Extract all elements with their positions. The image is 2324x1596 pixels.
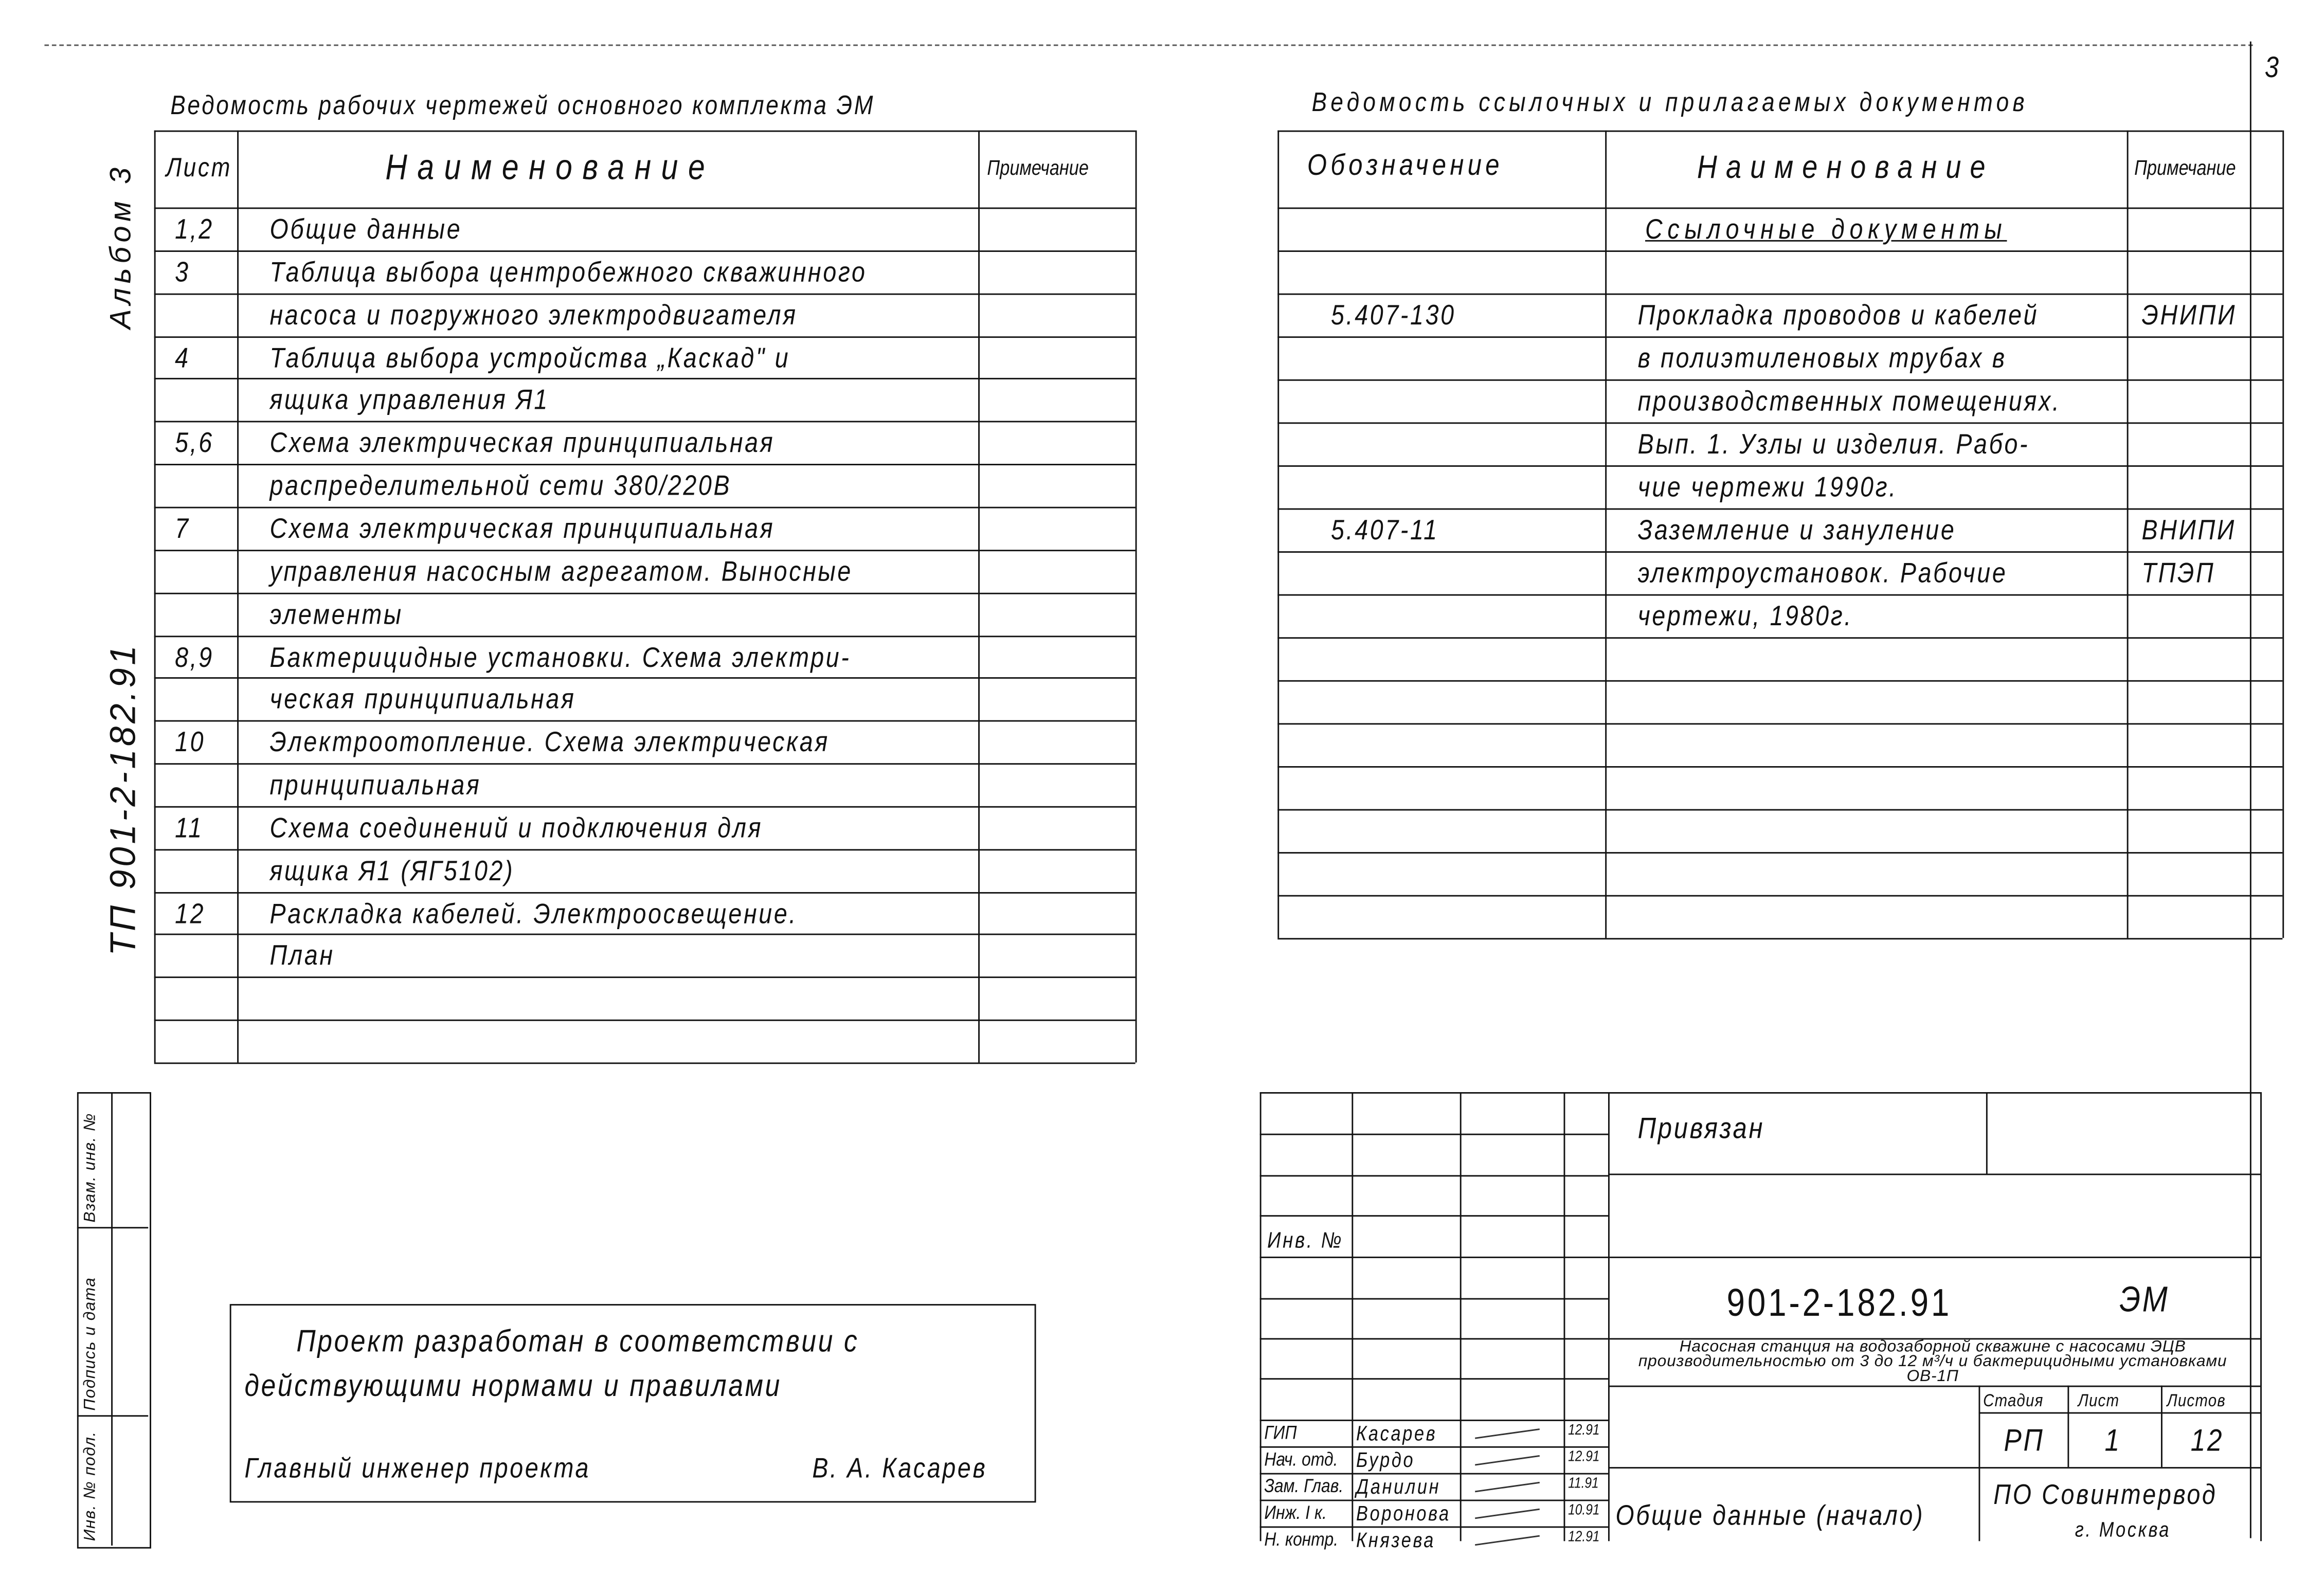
grid-line bbox=[1608, 1257, 2260, 1258]
row-name: электроустановок. Рабочие bbox=[1637, 558, 2008, 590]
document-code: 901-2-182.91 bbox=[1726, 1280, 1952, 1325]
signature-mark bbox=[1475, 1535, 1540, 1546]
row-name: принципиальная bbox=[269, 770, 481, 802]
grid-line bbox=[1978, 1386, 1980, 1541]
stamp-signature-date: Подпись и дата bbox=[81, 1277, 100, 1411]
table-row-line bbox=[1277, 594, 2282, 596]
signer-date: 11.91 bbox=[1568, 1476, 1599, 1493]
row-code: 5.407-11 bbox=[1331, 515, 1439, 547]
signer-date: 12.91 bbox=[1568, 1449, 1600, 1466]
signer-name: Князева bbox=[1356, 1528, 1436, 1552]
row-note: ТПЭП bbox=[2141, 558, 2215, 590]
row-name: чертежи, 1980г. bbox=[1637, 602, 1853, 633]
row-sheet: 1,2 bbox=[175, 214, 214, 246]
row-sheet: 10 bbox=[175, 728, 206, 759]
row-name: производственных помещениях. bbox=[1637, 387, 2061, 418]
grid-line bbox=[154, 131, 156, 1063]
header-name: Наименование bbox=[1697, 148, 1994, 186]
grid-line bbox=[1608, 1174, 2260, 1175]
document-mark: ЭМ bbox=[2119, 1280, 2170, 1320]
album-label: Альбом 3 bbox=[105, 163, 138, 329]
row-name: ящика Я1 (ЯГ5102) bbox=[269, 856, 515, 887]
sheets-label: Листов bbox=[2167, 1390, 2226, 1411]
chief-engineer-name: В. А. Касарев bbox=[812, 1454, 987, 1485]
grid-line bbox=[1986, 1092, 1988, 1174]
row-name: чие чертежи 1990г. bbox=[1637, 473, 1898, 504]
row-name: Раскладка кабелей. Электроосвещение. bbox=[269, 899, 798, 930]
stamp-inv-original: Инв. № подл. bbox=[81, 1431, 100, 1541]
sheet-label: Лист bbox=[2078, 1390, 2120, 1411]
table-row-line bbox=[154, 806, 1136, 807]
signer-name: Данилин bbox=[1356, 1474, 1441, 1498]
header-note: Примечание bbox=[987, 155, 1089, 179]
sheets-value: 12 bbox=[2190, 1424, 2224, 1458]
signer-date: 12.91 bbox=[1568, 1529, 1600, 1546]
sheet-title: Общие данные (начало) bbox=[1615, 1501, 1925, 1532]
grid-line bbox=[2067, 1386, 2069, 1467]
grid-line bbox=[1277, 131, 2282, 132]
table-row-line bbox=[1277, 379, 2282, 381]
grid-line bbox=[2260, 1092, 2262, 1541]
table-row-line bbox=[1277, 809, 2282, 811]
signer-name: Касарев bbox=[1356, 1421, 1437, 1445]
table-row-line bbox=[154, 635, 1136, 637]
table-row-line bbox=[1277, 895, 2282, 897]
inv-no-label: Инв. № bbox=[1267, 1228, 1344, 1254]
table-row-line bbox=[154, 1020, 1136, 1021]
table-row-line bbox=[1277, 766, 2282, 768]
table-row-line bbox=[154, 934, 1136, 936]
table-row-line bbox=[1277, 336, 2282, 338]
row-name: насоса и погружного электродвигателя bbox=[269, 300, 798, 332]
section-title: Ссылочные документы bbox=[1645, 214, 2007, 246]
row-name: распределительной сети 380/220В bbox=[269, 471, 732, 503]
note-line-2: действующими нормами и правилами bbox=[244, 1369, 782, 1404]
row-sheet: 4 bbox=[175, 343, 190, 374]
row-name: ческая принципиальная bbox=[269, 685, 576, 716]
table-row-line bbox=[1277, 465, 2282, 467]
signer-date: 12.91 bbox=[1568, 1422, 1600, 1439]
organization: ПО Совинтервод bbox=[1993, 1480, 2218, 1512]
grid-line bbox=[1978, 1412, 2260, 1414]
row-name: Общие данные bbox=[269, 214, 462, 246]
stage-label: Стадия bbox=[1983, 1390, 2044, 1411]
project-description: Насосная станция на водозаборной скважине с насосами ЭЦВ производительностью от 3 до 12 м³/ч и бактерицидными установками ОВ-1П bbox=[1638, 1338, 2227, 1386]
grid-line bbox=[2282, 131, 2284, 938]
row-name: Вып. 1. Узлы и изделия. Рабо- bbox=[1637, 429, 2030, 461]
signer-name: Бурдо bbox=[1356, 1447, 1415, 1472]
signer-name: Воронова bbox=[1356, 1501, 1451, 1525]
signature-row-line bbox=[1260, 1215, 1608, 1217]
top-border bbox=[44, 44, 2253, 46]
signature-row-line bbox=[1260, 1175, 1608, 1176]
row-name: Таблица выбора устройства „Каскад" и bbox=[269, 343, 790, 374]
row-note: ВНИПИ bbox=[2141, 515, 2236, 547]
grid-line bbox=[1136, 131, 1137, 1063]
row-name: управления насосным агрегатом. Выносные bbox=[269, 557, 853, 588]
row-name: Прокладка проводов и кабелей bbox=[1637, 301, 2039, 332]
sheet-value: 1 bbox=[2104, 1424, 2121, 1458]
table-row-line bbox=[154, 421, 1136, 423]
row-note: ЭНИПИ bbox=[2141, 301, 2237, 332]
table-row-line bbox=[1277, 852, 2282, 854]
header-note: Примечание bbox=[2134, 155, 2236, 179]
row-sheet: 12 bbox=[175, 899, 206, 930]
table-row-line bbox=[1277, 551, 2282, 553]
table-row-line bbox=[154, 892, 1136, 893]
stamp-replaced-inv: Взам. инв. № bbox=[81, 1113, 100, 1223]
table-row-line bbox=[1277, 938, 2282, 939]
right-table-title: Ведомость ссылочных и прилагаемых документов bbox=[1311, 87, 2028, 117]
table-row-line bbox=[1277, 680, 2282, 682]
table-row-line bbox=[1277, 637, 2282, 639]
table-row-line bbox=[1277, 422, 2282, 424]
row-name: Таблица выбора центробежного скважинного bbox=[269, 258, 867, 289]
row-name: Схема электрическая принципиальная bbox=[269, 428, 775, 460]
signer-role: Н. контр. bbox=[1264, 1528, 1339, 1550]
signature-row-line bbox=[1260, 1134, 1608, 1135]
row-code: 5.407-130 bbox=[1331, 301, 1456, 332]
left-table-title: Ведомость рабочих чертежей основного комплекта ЭМ bbox=[170, 90, 875, 120]
row-sheet: 3 bbox=[175, 258, 190, 289]
table-row-line bbox=[154, 250, 1136, 252]
row-name: Электроотопление. Схема электрическая bbox=[269, 728, 830, 759]
signature-row-line bbox=[1260, 1378, 1608, 1380]
grid-line bbox=[2161, 1386, 2163, 1467]
signer-role: Инж. I к. bbox=[1264, 1501, 1327, 1524]
header-name: Наименование bbox=[385, 148, 715, 189]
signature-row-line bbox=[1260, 1298, 1608, 1300]
table-row-line bbox=[154, 678, 1136, 679]
table-row-line bbox=[154, 1062, 1136, 1064]
row-sheet: 7 bbox=[175, 514, 190, 546]
signature-mark bbox=[1475, 1482, 1540, 1493]
row-sheet: 11 bbox=[175, 813, 204, 845]
table-row-line bbox=[1277, 509, 2282, 510]
stage-value: РП bbox=[2004, 1424, 2045, 1458]
signer-role: ГИП bbox=[1264, 1421, 1297, 1444]
table-row-line bbox=[154, 336, 1136, 337]
signer-role: Зам. Глав. bbox=[1264, 1474, 1344, 1497]
table-row-line bbox=[154, 506, 1136, 508]
table-row-line bbox=[154, 592, 1136, 594]
row-name: Схема соединений и подключения для bbox=[269, 813, 763, 845]
signature-mark bbox=[1475, 1428, 1540, 1439]
row-name: в полиэтиленовых трубах в bbox=[1637, 343, 2007, 375]
signature-mark bbox=[1475, 1455, 1540, 1466]
signature-row-line bbox=[1260, 1338, 1608, 1339]
row-name: элементы bbox=[269, 600, 403, 631]
row-name: Бактерицидные установки. Схема электри- bbox=[269, 642, 851, 674]
grid-line bbox=[1608, 1092, 1610, 1541]
table-row-line bbox=[154, 378, 1136, 380]
table-row-line bbox=[154, 293, 1136, 295]
row-sheet: 8,9 bbox=[175, 642, 214, 674]
table-row-line bbox=[1277, 723, 2282, 724]
grid-line bbox=[1608, 1467, 2260, 1468]
grid-line bbox=[1260, 1092, 2260, 1094]
row-sheet: 5,6 bbox=[175, 428, 214, 460]
table-row-line bbox=[1277, 250, 2282, 252]
grid-line bbox=[1277, 207, 2282, 209]
grid-line bbox=[154, 207, 1136, 209]
signature-mark bbox=[1475, 1509, 1540, 1519]
row-name: Схема электрическая принципиальная bbox=[269, 514, 775, 546]
note-line-1: Проект разработан в соответствии с bbox=[296, 1325, 859, 1359]
grid-line bbox=[237, 131, 239, 1063]
grid-line bbox=[978, 131, 980, 1063]
header-sheet: Лист bbox=[166, 152, 232, 183]
signer-role: Нач. отд. bbox=[1264, 1447, 1338, 1470]
row-name: План bbox=[269, 941, 335, 973]
table-row-line bbox=[154, 977, 1136, 978]
right-frame-line bbox=[2250, 42, 2251, 1538]
table-row-line bbox=[154, 763, 1136, 765]
header-designation: Обозначение bbox=[1307, 150, 1503, 183]
grid-line bbox=[154, 131, 1136, 132]
page-number: 3 bbox=[2264, 51, 2281, 85]
table-row-line bbox=[154, 849, 1136, 850]
row-name: ящика управления Я1 bbox=[269, 386, 549, 417]
chief-engineer-role: Главный инженер проекта bbox=[244, 1454, 591, 1485]
city: г. Москва bbox=[2075, 1517, 2171, 1541]
signature-row-line bbox=[1260, 1257, 1608, 1258]
table-row-line bbox=[1277, 294, 2282, 295]
signer-date: 10.91 bbox=[1568, 1502, 1600, 1519]
table-row-line bbox=[154, 464, 1136, 465]
side-code: ТП 901-2-182.91 bbox=[103, 642, 144, 956]
table-row-line bbox=[154, 550, 1136, 551]
row-name: Заземление и зануление bbox=[1637, 515, 1956, 547]
linked-label: Привязан bbox=[1637, 1113, 1765, 1146]
table-row-line bbox=[154, 720, 1136, 722]
